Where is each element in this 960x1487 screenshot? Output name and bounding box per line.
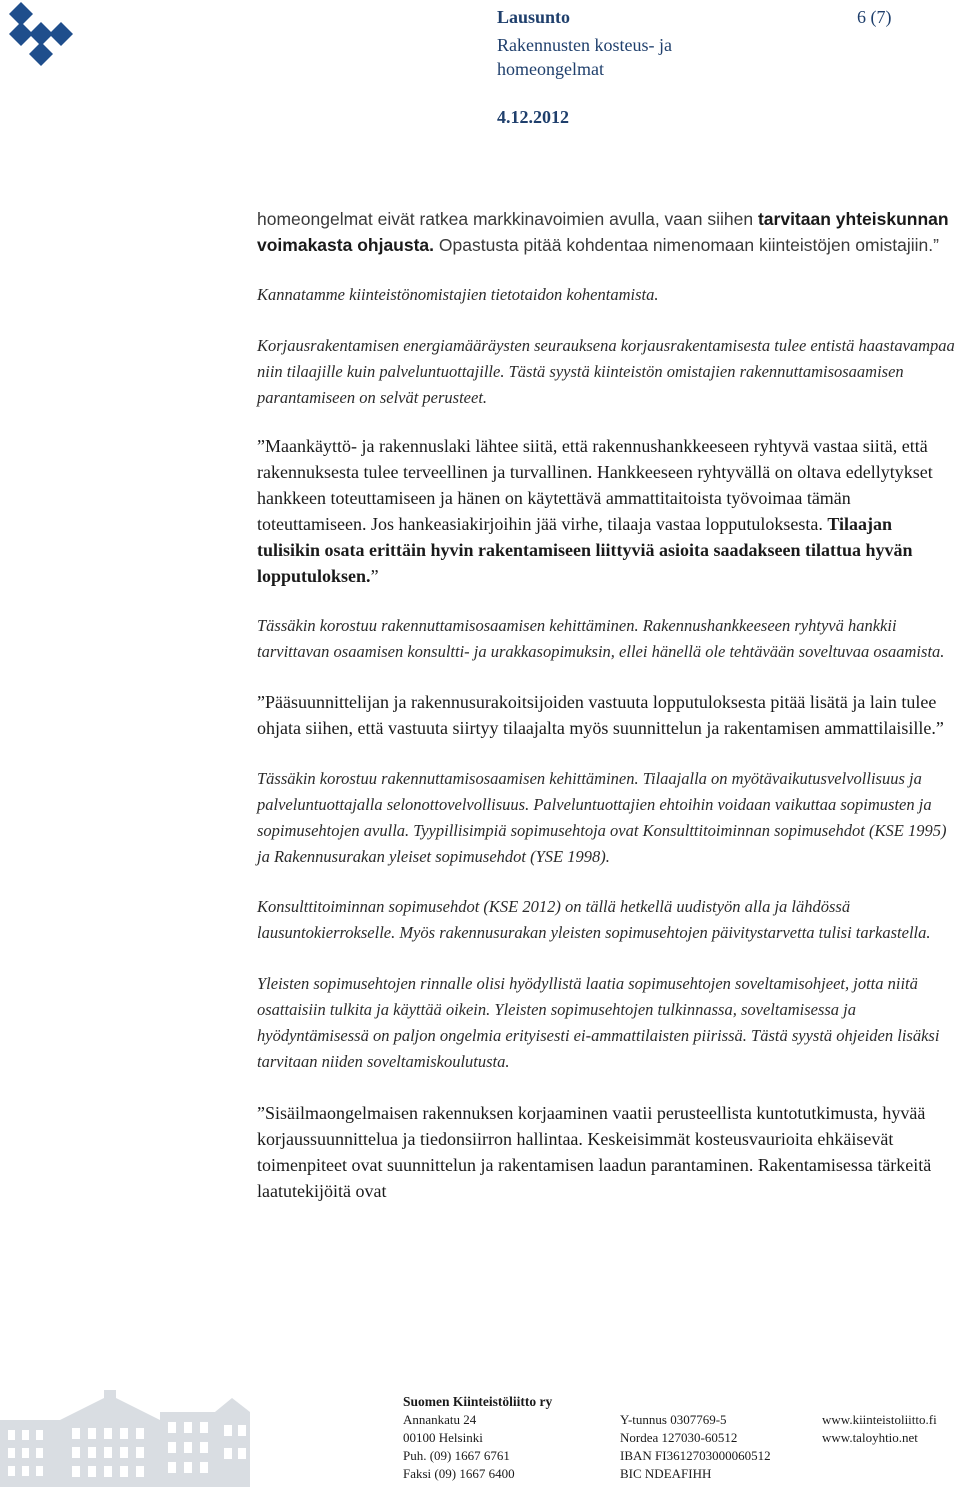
document-type: Lausunto xyxy=(497,7,571,27)
footer-website-kiinteistoliitto[interactable]: www.kiinteistoliitto.fi xyxy=(822,1412,937,1427)
footer-fax: Faksi (09) 1667 6400 xyxy=(403,1466,515,1481)
paragraph-quote-1-end: homeongelmat eivät ratkea markkinavoimien avulla, vaan siihen tarvitaan yhteiskunnan voimakasta ohjausta. Opastusta pitää kohdentaa nimenomaan kiinteistöjen omistajiin.” xyxy=(257,209,949,255)
paragraph-comment-2: Korjausrakentamisen energiamääräysten seurauksena korjausrakentamisesta tulee entistä haastavampaa niin tilaajille kuin palveluntuottajille. Tästä syystä kiinteistön omistajien rakennuttamisosaamisen parantamiseen on selvät perusteet. xyxy=(257,336,955,407)
footer-website-taloyhtio[interactable]: www.taloyhtio.net xyxy=(822,1430,918,1445)
building-illustration-image xyxy=(0,1390,250,1487)
paragraph-quote-2: ”Maankäyttö- ja rakennuslaki lähtee siitä, että rakennushankkeeseen ryhtyvä vastaa siitä, että rakennuksesta tulee terveellinen ja turvallinen. Hankkeeseen ryhtyvällä on oltava edellytykset hankkeen toteuttamiseen ja hänen on käytettävä ammattitaitoista työvoimaa tämän toteuttamiseen. Jos hankeasiakirjoihin jää virhe, tilaaja vastaa lopputuloksesta. Tilaajan tulisikin osata erittäin hyvin rakentamiseen liittyviä asioita saadakseen tilattua hyvän lopputuloksen.” xyxy=(257,436,933,586)
footer-city: 00100 Helsinki xyxy=(403,1430,483,1445)
footer-bic: BIC NDEAFIHH xyxy=(620,1466,712,1481)
paragraph-quote-4: ”Sisäilmaongelmaisen rakennuksen korjaaminen vaatii perusteellista kuntotutkimusta, hyvää korjaussuunnittelua ja tiedonsiirron hallintaa. Keskeisimmät kosteusvaurioita ehkäisevät toimenpiteet ovat suunnittelun ja rakentamisen laadun parantaminen. Rakentamisessa tärkeitä laatutekijöitä ovat xyxy=(257,1103,932,1201)
footer-bank-account: Nordea 127030-60512 xyxy=(620,1430,738,1445)
paragraph-quote-3: ”Pääsuunnittelijan ja rakennusurakoitsijoiden vastuuta lopputuloksesta pitää lisätä ja lain tulee ohjata siihen, että vastuuta siirtyy tilaajalta myös suunnittelun ja rakentamisen ammattilaisille.” xyxy=(257,692,944,738)
paragraph-comment-3: Tässäkin korostuu rakennuttamisosaamisen kehittäminen. Rakennushankkeeseen ryhtyvä hankkii tarvittavan osaamisen konsultti- ja urakkasopimuksin, ellei hänellä ole tehtävään soveltuvaa osaamista. xyxy=(257,616,945,661)
document-subject: Rakennusten kosteus- ja homeongelmat xyxy=(497,35,672,79)
footer-iban: IBAN FI3612703000060512 xyxy=(620,1448,771,1463)
kiinteistoliitto-logo xyxy=(0,0,82,80)
paragraph-comment-5: Konsulttitoiminnan sopimusehdot (KSE 2012) on tällä hetkellä uudistyön alla ja lähdössä lausuntokierrokselle. Myös rakennusurakan yleisten sopimusehtojen päivitystarvetta tulisi tarkastella. xyxy=(257,897,931,942)
footer-business-id: Y-tunnus 0307769-5 xyxy=(620,1412,727,1427)
footer-address xyxy=(403,1393,552,1483)
paragraph-comment-6: Yleisten sopimusehtojen rinnalle olisi hyödyllistä laatia sopimusehtojen soveltamisohjeet, jotta niitä osattaisiin tulkita ja käyttää oikein. Yleisten sopimusehtojen tulkinnassa, soveltamisessa ja hyödyntämisessä on paljon ongelmia erityisesti ei-ammattilaisten piirissä. Tästä syystä ohjeiden lisäksi tarvitaan niiden soveltamiskoulutusta. xyxy=(257,974,940,1071)
paragraph-comment-1: Kannatamme kiinteistönomistajien tietotaidon kohentamista. xyxy=(257,285,659,304)
footer-organization: Suomen Kiinteistöliitto ry xyxy=(403,1394,553,1409)
footer-phone: Puh. (09) 1667 6761 xyxy=(403,1448,510,1463)
footer-street: Annankatu 24 xyxy=(403,1412,477,1427)
document-body xyxy=(257,206,957,1204)
paragraph-comment-4: Tässäkin korostuu rakennuttamisosaamisen kehittäminen. Tilaajalla on myötävaikutusvelvollisuus ja palveluntuottajalla selonottovelvollisuus. Palveluntuottajien ehtoihin voidaan vaikuttaa sopimusten ja sopimusehtojen avulla. Tyypillisimpiä sopimusehtoja ovat Konsulttitoiminnan sopimusehdot (KSE 1995) ja Rakennusurakan yleiset sopimusehdot (YSE 1998). xyxy=(257,769,947,866)
page-number: 6 (7) xyxy=(857,7,892,27)
footer-websites xyxy=(822,1411,937,1447)
document-date: 4.12.2012 xyxy=(497,107,569,127)
footer-bank-info xyxy=(620,1411,771,1483)
